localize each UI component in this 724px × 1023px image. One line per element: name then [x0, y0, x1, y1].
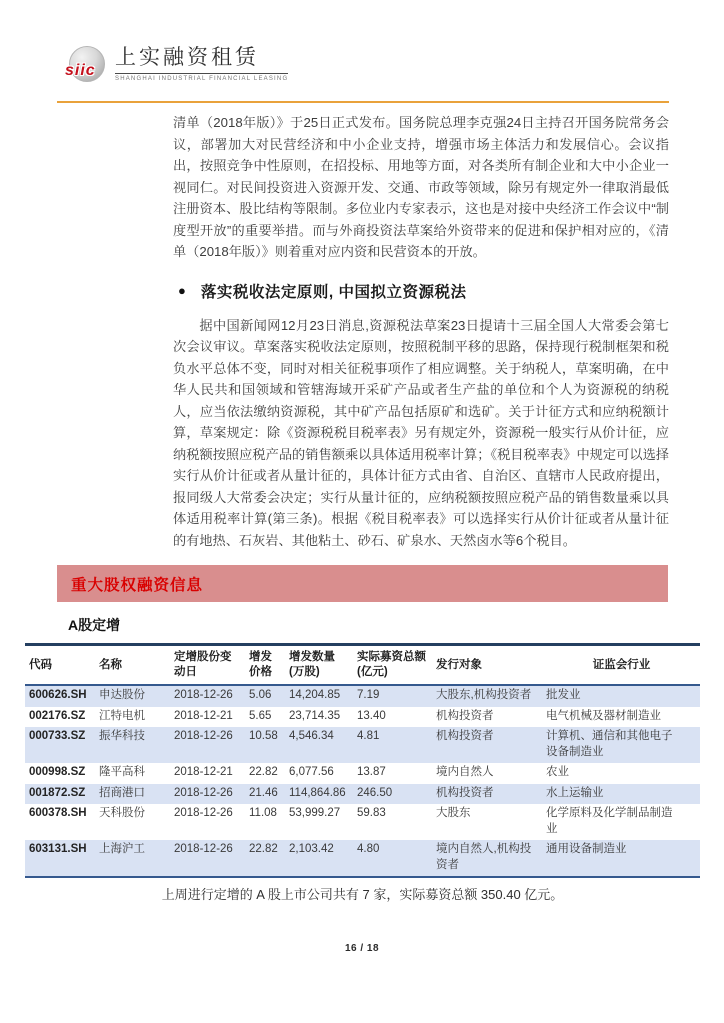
brand-text: [115, 45, 288, 82]
table-row: [25, 840, 700, 877]
table-row: [25, 685, 700, 707]
table-cell: 化学原料及化学制品制造业: [546, 807, 673, 835]
section-title: 落实税收法定原则, 中国拟立资源税法: [200, 283, 467, 301]
table-cell: 机构投资者: [436, 730, 494, 742]
table-cell: 2018-12-26: [174, 786, 233, 799]
paragraph-resource-tax: 据中国新闻网12月23日消息,资源税法草案23日提请十三届全国人大常委会第七次会议审议。草案落实税收法定原则，按照税制平移的思路，保持现行税制框架和税负水平总体不变，同时对相关征税事项作了相应调整。关于纳税人，草案明确，在中华人民共和国领域和管辖海域开采矿产品或者生产盐的单位和个人为资源税的纳税人，应当依法缴纳资源税，其中矿产品包括原矿和选矿。关于计征方式和应纳税额计算，草案规定：除《资源税税目税率表》另有规定外，资源税一般实行从价计征，应纳税额按照应税产品的销售额乘以具体适用税率计算；《税目税率表》中规定可以选择实行从价计征或者从量计征的，具体计征方式由省、自治区、直辖市人民政府提出，报同级人大常委会决定；实行从量计征的，应纳税额按照应税产品的销售数量乘以具体适用税率计算(第三条)。根据《税目税率表》可以选择实行从价计征或者从量计征的有地热、石灰岩、其他粘土、砂石、矿泉水、天然卤水等6个税目。: [173, 317, 669, 548]
globe-icon: [65, 46, 107, 84]
table-cell: 114,864.86: [289, 786, 346, 799]
banner-title: 重大股权融资信息: [71, 576, 204, 594]
table-cell: 002176.SZ: [29, 709, 86, 722]
table-cell: 5.65: [249, 709, 272, 722]
table-cell: 振华科技: [99, 730, 145, 742]
table-cell: 大股东,机构投资者: [436, 689, 532, 701]
table-cell: 2018-12-26: [174, 689, 233, 701]
table-row: [25, 763, 700, 784]
table-cell: 农业: [546, 766, 569, 778]
table-row: [25, 727, 700, 763]
table-cell: 计算机、通信和其他电子设备制造业: [546, 730, 673, 758]
table-cell: 13.87: [357, 766, 386, 778]
table-cell: 江特电机: [99, 709, 145, 722]
table-cell: 21.46: [249, 786, 278, 799]
table-cell: 7.19: [357, 689, 380, 701]
table-cell: 000733.SZ: [29, 730, 86, 742]
table-cell: 001872.SZ: [29, 786, 86, 799]
table-cell: 22.82: [249, 843, 278, 855]
table-cell: 53,999.27: [289, 807, 341, 819]
table-cell: 14,204.85: [289, 689, 341, 701]
page-footer: [0, 938, 724, 956]
table-header: [25, 645, 700, 686]
column-header: 发行对象: [436, 658, 482, 671]
table-cell: 电气机械及器材制造业: [546, 709, 661, 722]
page-body: [29, 112, 673, 903]
table-cell: 5.06: [249, 689, 272, 701]
table-cell: 22.82: [249, 766, 278, 778]
table-cell: 59.83: [357, 807, 386, 819]
table-cell: 通用设备制造业: [546, 843, 627, 855]
column-header: 定增股份变动日: [174, 651, 232, 678]
column-header: 增发价格: [249, 651, 272, 678]
table-cell: 大股东: [436, 807, 471, 819]
table-cell: 水上运输业: [546, 786, 604, 799]
table-cell: 2018-12-26: [174, 730, 233, 742]
table-cell: 2018-12-26: [174, 843, 233, 855]
table-cell: 6,077.56: [289, 766, 334, 778]
equity-financing-banner: [57, 565, 668, 602]
table-cell: 10.58: [249, 730, 278, 742]
table-cell: 603131.SH: [29, 843, 87, 855]
table-cell: 000998.SZ: [29, 766, 86, 778]
table-row: [25, 707, 700, 728]
table-cell: 23,714.35: [289, 709, 341, 722]
column-header: 名称: [99, 658, 122, 671]
page-header: [57, 45, 668, 103]
column-header: 增发数量(万股): [289, 651, 335, 678]
table-cell: 13.40: [357, 709, 386, 722]
table-cell: 2,103.42: [289, 843, 334, 855]
table-cell: 境内自然人,机构投资者: [436, 843, 532, 871]
table-cell: 申达股份: [99, 689, 145, 701]
brand-name-cn: 上实融资租赁: [115, 45, 288, 74]
table-cell: 招商港口: [99, 786, 145, 799]
table-cell: 天科股份: [99, 807, 145, 819]
table-cell: 600378.SH: [29, 807, 87, 819]
table-cell: 4.80: [357, 843, 380, 855]
column-header: 证监会行业: [592, 658, 651, 671]
table-cell: 246.50: [357, 786, 393, 799]
table-cell: 2018-12-21: [174, 709, 233, 722]
table-cell: 11.08: [249, 807, 277, 819]
column-header: 代码: [29, 658, 52, 671]
header-rule: [57, 101, 669, 103]
company-logo: [65, 45, 668, 91]
table-cell: 批发业: [546, 689, 581, 701]
a-share-placement-table: [25, 643, 700, 878]
page-number: 16 / 18: [344, 943, 380, 954]
table-row: [25, 784, 700, 805]
brand-name-en: SHANGHAI INDUSTRIAL FINANCIAL LEASING: [115, 76, 289, 82]
table-cell: 600626.SH: [29, 689, 87, 701]
table-row: [25, 804, 700, 840]
bullet-icon: ●: [178, 283, 186, 298]
table-cell: 2018-12-26: [174, 807, 233, 819]
table-summary: 上周进行定增的 A 股上市公司共有 7 家，实际募资总额 350.40 亿元。: [161, 887, 564, 902]
table-cell: 2018-12-21: [174, 766, 233, 778]
table-cell: 机构投资者: [436, 709, 494, 722]
paragraph-policy-list: 清单（2018年版）》于25日正式发布。国务院总理李克强24日主持召开国务院常务会议，部署加大对民营经济和中小企业支持，增强市场主体活力和发展信心。会议指出，按照竞争中性原则，在招投标、用地等方面，对各类所有制企业和大中小企业一视同仁。对民间投资进入资源开发、交通、市政等领域，除另有规定外一律取消最低注册资本、股比结构等限制。多位业内专家表示，这也是对接中央经济工作会议中“制度型开放”的重要举措。而与外商投资法草案给外资带来的促进和保护相对应的，《清单（2018年版）》则着重对应内资和民营资本的开放。: [173, 115, 669, 259]
table-cell: 隆平高科: [99, 766, 145, 778]
column-header: 实际募资总额(亿元): [357, 651, 426, 678]
section-heading: [178, 280, 668, 302]
table-cell: 境内自然人: [436, 766, 494, 778]
subsection-title: A股定增: [68, 617, 121, 633]
table-cell: 上海沪工: [99, 843, 145, 855]
table-cell: 4,546.34: [289, 730, 334, 742]
table-cell: 4.81: [357, 730, 380, 742]
table-cell: 机构投资者: [436, 786, 494, 799]
siic-logo-mark: siic: [65, 62, 96, 79]
